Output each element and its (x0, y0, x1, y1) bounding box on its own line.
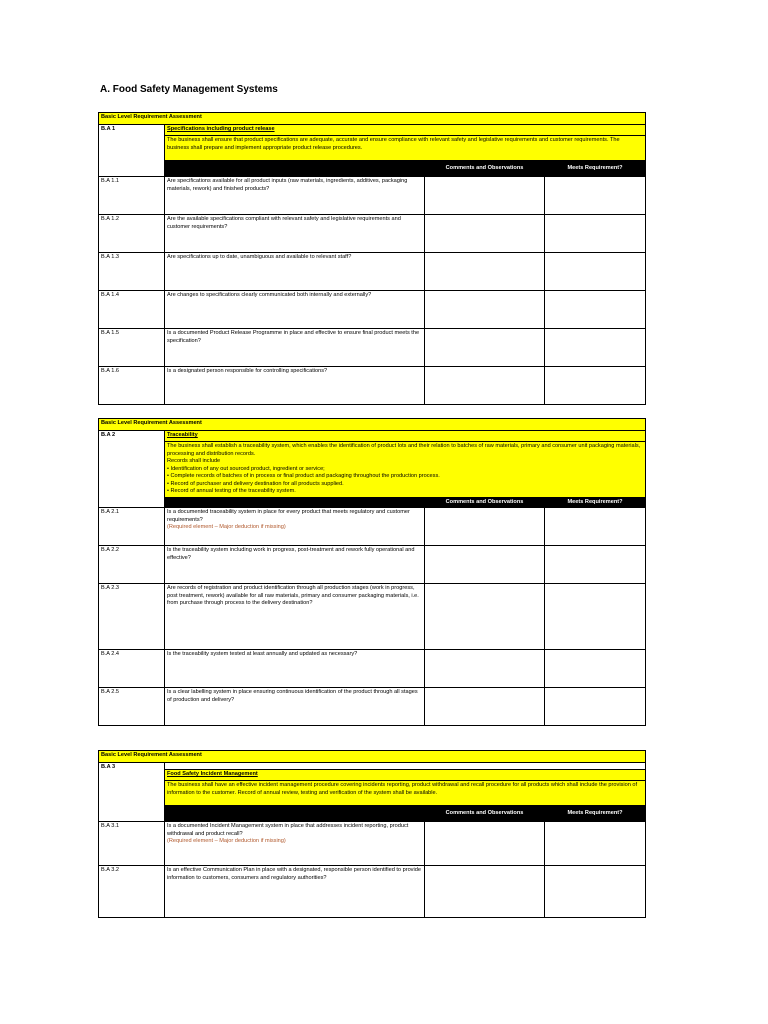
item-question-cell (165, 822, 425, 866)
section-title: Specifications including product release (167, 126, 275, 132)
item-question: Is a documented traceability system in place for every product that meets regulatory and customer requirements? (167, 509, 410, 523)
meets-requirement-cell[interactable] (545, 215, 646, 253)
comments-cell[interactable] (425, 291, 545, 329)
item-code: B.A 1.1 (99, 177, 165, 215)
table-row (99, 584, 646, 650)
item-code: B.A 1.5 (99, 329, 165, 367)
section-title: Traceability (167, 432, 198, 438)
section-description: The business shall have an effective incident management procedure covering incidents reporting, product withdrawal and recall procedure for all products which shall include the provision of information to the customer. Record of annual review, testing and verification of the system shall be available. (165, 781, 646, 806)
meets-requirement-cell[interactable] (545, 508, 646, 546)
item-code: B.A 2.1 (99, 508, 165, 546)
table-row (99, 253, 646, 291)
required-note: (Required element – Major deduction if missing) (167, 524, 286, 531)
required-note: (Required element – Major deduction if missing) (167, 838, 286, 845)
section-description: The business shall ensure that product specifications are adequate, accurate and ensure compliance with relevant safety and legislative requirements and customer requirements. The business shall prepare and implement appropriate product release procedures. (165, 136, 646, 161)
meets-header: Meets Requirement? (545, 806, 646, 822)
table-row (99, 329, 646, 367)
list-item: • Identification of any out sourced product, ingredient or service; (167, 465, 325, 472)
item-question: Is a clear labelling system in place ensuring continuous identification of the product through all stages of production and delivery? (165, 688, 425, 726)
item-question: Is a documented Incident Management system in place that addresses incident reporting, product withdrawal and product recall? (167, 823, 409, 837)
item-question-cell (165, 508, 425, 546)
section-code: B.A 3 (99, 763, 165, 822)
item-question: Is a documented Product Release Programme in place and effective to ensure final product meets the specification? (165, 329, 425, 367)
assessment-table-ba3 (98, 750, 646, 918)
meets-header: Meets Requirement? (545, 161, 646, 177)
section-code: B.A 1 (99, 125, 165, 177)
section-spacer (165, 763, 646, 770)
meets-requirement-cell[interactable] (545, 650, 646, 688)
comments-cell[interactable] (425, 546, 545, 584)
item-code: B.A 1.3 (99, 253, 165, 291)
table-row (99, 650, 646, 688)
records-intro: Records shall include (167, 458, 221, 465)
meets-requirement-cell[interactable] (545, 291, 646, 329)
item-question: Is the traceability system tested at least annually and updated as necessary? (165, 650, 425, 688)
table-row (99, 508, 646, 546)
section-bar: Basic Level Requirement Assessment (99, 419, 646, 431)
section-description-block (165, 442, 646, 498)
list-item: • Record of purchaser and delivery destination for all products supplied. (167, 480, 344, 487)
item-code: B.A 2.5 (99, 688, 165, 726)
meets-requirement-cell[interactable] (545, 367, 646, 405)
meets-requirement-cell[interactable] (545, 329, 646, 367)
item-code: B.A 3.2 (99, 866, 165, 918)
item-question: Is the traceability system including work in progress, post-treatment and rework fully operational and effective? (165, 546, 425, 584)
list-item: • Complete records of batches of in process or final product and packaging throughout the production process. (167, 473, 440, 480)
table-row (99, 822, 646, 866)
meets-requirement-cell[interactable] (545, 822, 646, 866)
table-row (99, 688, 646, 726)
table-row (99, 866, 646, 918)
page-title: A. Food Safety Management Systems (100, 84, 278, 95)
comments-cell[interactable] (425, 650, 545, 688)
assessment-table-ba1 (98, 112, 646, 405)
comments-cell[interactable] (425, 215, 545, 253)
comments-cell[interactable] (425, 329, 545, 367)
meets-header: Meets Requirement? (545, 497, 646, 508)
section-description: The business shall establish a traceability system, which enables the identification of product lots and their relation to batches of raw materials, primary and consumer unit packaging materials, processing and distribution records. (167, 443, 641, 457)
item-question: Are records of registration and product identification through all production stages (work in progress, post treatment, rework) available for all raw materials, primary and consumer packaging materials, i.e. from purchase through process to the delivery destination? (165, 584, 425, 650)
meets-requirement-cell[interactable] (545, 177, 646, 215)
table-row (99, 177, 646, 215)
comments-cell[interactable] (425, 688, 545, 726)
meets-requirement-cell[interactable] (545, 546, 646, 584)
comments-cell[interactable] (425, 367, 545, 405)
item-question: Are specifications available for all product inputs (raw materials, ingredients, additives, packaging materials, rework) and finished products? (165, 177, 425, 215)
table-row (99, 546, 646, 584)
meets-requirement-cell[interactable] (545, 866, 646, 918)
comments-cell[interactable] (425, 584, 545, 650)
comments-cell[interactable] (425, 866, 545, 918)
item-code: B.A 2.4 (99, 650, 165, 688)
table-row (99, 367, 646, 405)
comments-cell[interactable] (425, 253, 545, 291)
comments-cell[interactable] (425, 177, 545, 215)
section-bar: Basic Level Requirement Assessment (99, 751, 646, 763)
table-row (99, 291, 646, 329)
comments-header: Comments and Observations (425, 161, 545, 177)
assessment-table-ba2 (98, 418, 646, 726)
item-question: Are specifications up to date, unambiguous and available to relevant staff? (165, 253, 425, 291)
meets-requirement-cell[interactable] (545, 688, 646, 726)
item-code: B.A 2.2 (99, 546, 165, 584)
comments-cell[interactable] (425, 508, 545, 546)
meets-requirement-cell[interactable] (545, 253, 646, 291)
item-question: Is a designated person responsible for controlling specifications? (165, 367, 425, 405)
item-question: Is an effective Communication Plan in place with a designated, responsible person identified to provide information to customers, consumers and regulatory authorities? (165, 866, 425, 918)
list-item: • Record of annual testing of the traceability system. (167, 488, 296, 495)
item-code: B.A 1.4 (99, 291, 165, 329)
table-row (99, 215, 646, 253)
section-bar: Basic Level Requirement Assessment (99, 113, 646, 125)
comments-header: Comments and Observations (425, 806, 545, 822)
item-code: B.A 2.3 (99, 584, 165, 650)
item-code: B.A 1.2 (99, 215, 165, 253)
section-title: Food Safety Incident Management (167, 771, 258, 777)
comments-header: Comments and Observations (425, 497, 545, 508)
item-code: B.A 1.6 (99, 367, 165, 405)
meets-requirement-cell[interactable] (545, 584, 646, 650)
section-code: B.A 2 (99, 431, 165, 508)
item-question: Are changes to specifications clearly communicated both internally and externally? (165, 291, 425, 329)
comments-cell[interactable] (425, 822, 545, 866)
item-question: Are the available specifications compliant with relevant safety and legislative requirements and customer requirements? (165, 215, 425, 253)
item-code: B.A 3.1 (99, 822, 165, 866)
